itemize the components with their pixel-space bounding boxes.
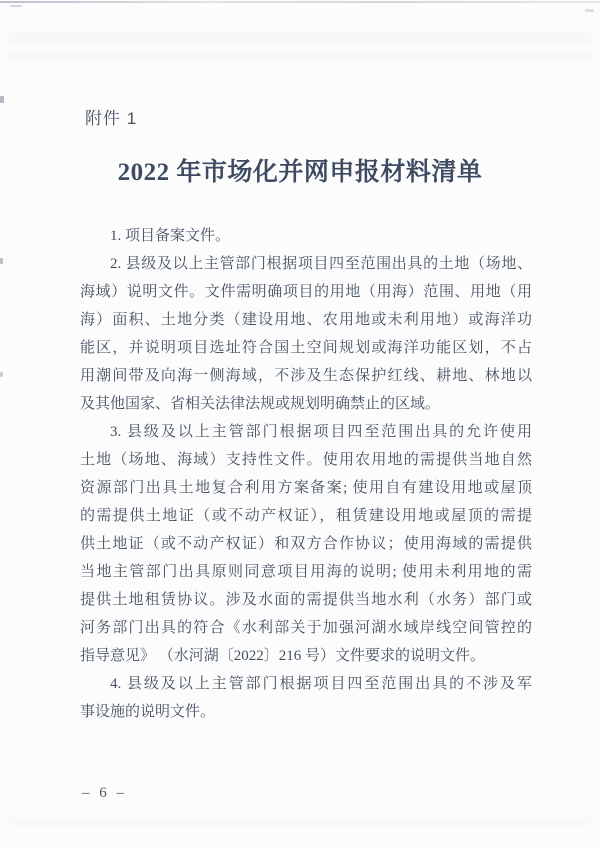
document-line: 土地（场地、海域）支持性文件。使用农用地的需提供当地自然 bbox=[80, 452, 532, 468]
page-number: – 6 – bbox=[82, 785, 127, 801]
document-line: 供土地证（或不动产权证）和双方合作协议；使用海域的需提供 bbox=[80, 536, 532, 552]
document-line: 海）面积、土地分类（建设用地、农用地或未利用地）或海洋功 bbox=[80, 312, 532, 328]
document-line: 能区，并说明项目选址符合国土空间规划或海洋功能区划，不占 bbox=[80, 340, 532, 356]
attachment-label: 附件 1 bbox=[85, 109, 138, 128]
ink-bleed-artifact bbox=[8, 818, 592, 826]
document-line: 当地主管部门出具原则同意项目用海的说明; 使用未利用地的需 bbox=[80, 564, 532, 580]
document-line: 海域）说明文件。文件需明确项目的用地（用海）范围、用地（用 bbox=[80, 284, 532, 300]
document-line: 用潮间带及向海一侧海域，不涉及生态保护红线、耕地、林地以 bbox=[80, 368, 532, 384]
scan-speck-artifact bbox=[585, 9, 594, 12]
document-line: 提供土地租赁协议。涉及水面的需提供当地水利（水务）部门或 bbox=[80, 592, 532, 608]
document-line: 1. 项目备案文件。 bbox=[110, 228, 231, 244]
document-line: 4. 县级及以上主管部门根据项目四至范围出具的不涉及军 bbox=[110, 676, 532, 692]
document-line: 指导意见》 （水河湖〔2022〕216 号）文件要求的说明文件。 bbox=[80, 648, 486, 664]
document-line: 3. 县级及以上主管部门根据项目四至范围出具的允许使用 bbox=[110, 424, 532, 440]
document-line: 事设施的说明文件。 bbox=[80, 704, 216, 720]
scan-edge-artifact bbox=[0, 1, 600, 3]
document-body bbox=[80, 222, 532, 726]
ink-bleed-artifact bbox=[8, 32, 592, 45]
document-line: 河务部门出具的符合《水利部关于加强河湖水域岸线空间管控的 bbox=[80, 620, 532, 636]
document-line: 2. 县级及以上主管部门根据项目四至范围出具的土地（场地、 bbox=[110, 256, 532, 272]
ink-bleed-artifact bbox=[8, 50, 592, 61]
scan-speck-artifact bbox=[10, 5, 22, 7]
document-line: 及其他国家、省相关法律法规或规划明确禁止的区域。 bbox=[80, 396, 441, 412]
scan-speck-artifact bbox=[0, 258, 3, 264]
scan-speck-artifact bbox=[0, 372, 3, 377]
document-line: 的需提供土地证（或不动产权证），租赁建设用地或屋顶的需提 bbox=[80, 508, 532, 524]
document-line: 资源部门出具土地复合利用方案备案; 使用自有建设用地或屋顶 bbox=[80, 480, 532, 496]
scan-speck-artifact bbox=[0, 96, 4, 103]
document-title: 2022 年市场化并网申报材料清单 bbox=[117, 159, 483, 186]
